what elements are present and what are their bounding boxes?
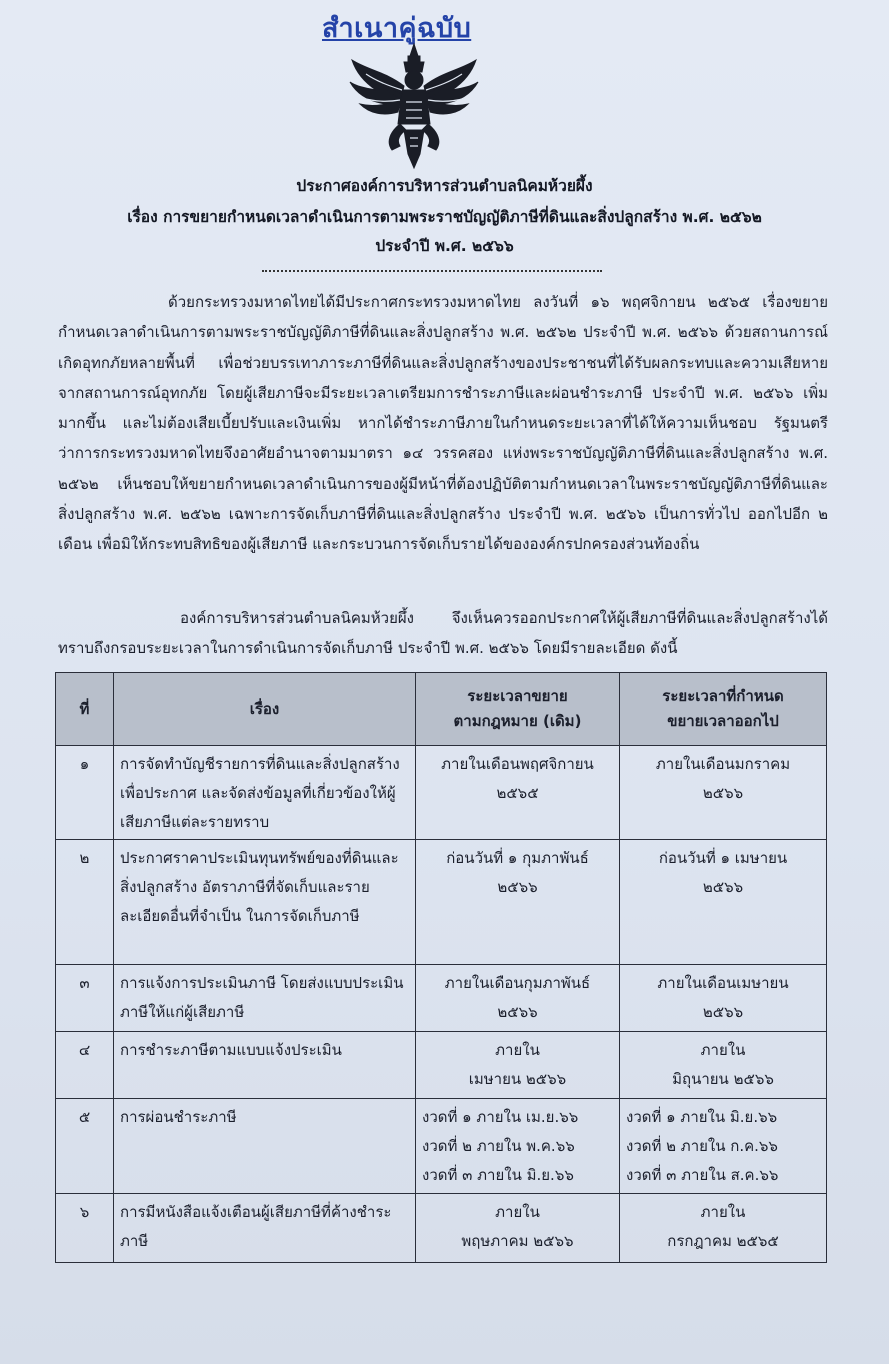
row-original-period xyxy=(416,746,620,840)
extended-line1: ภายในเดือนมกราคม xyxy=(655,755,791,773)
original-line1: งวดที่ ๑ ภายใน เม.ย.๖๖ xyxy=(422,1108,579,1126)
original-line3: งวดที่ ๓ ภายใน มิ.ย.๖๖ xyxy=(422,1166,574,1184)
original-line1: ภายใน xyxy=(495,1041,540,1059)
extended-line1: ภายใน xyxy=(700,1041,746,1059)
header-extended-period xyxy=(620,673,827,746)
row-topic: การมีหนังสือแจ้งเตือนผู้เสียภาษีที่ค้างชำระภาษี xyxy=(114,1194,416,1263)
header-original-line1: ระยะเวลาขยาย xyxy=(467,687,568,705)
original-line2: เมษายน ๒๕๖๖ xyxy=(468,1070,567,1088)
dotted-divider xyxy=(262,260,602,272)
garuda-emblem-icon xyxy=(346,42,482,170)
row-topic: การแจ้งการประเมินภาษี โดยส่งแบบประเมินภาษีให้แก่ผู้เสียภาษี xyxy=(114,965,416,1032)
table-row xyxy=(56,746,827,840)
header-original-period xyxy=(416,673,620,746)
table-row xyxy=(56,1099,827,1194)
original-line2: ๒๕๖๖ xyxy=(497,1003,538,1021)
extended-line1: งวดที่ ๑ ภายใน มิ.ย.๖๖ xyxy=(626,1108,778,1126)
body-paragraph-2: องค์การบริหารส่วนตำบลนิคมห้วยผึ้ง จึงเห็นควรออกประกาศให้ผู้เสียภาษีที่ดินและสิ่งปลูกสร้างได้ทราบถึงกรอบระยะเวลาในการดำเนินการจัดเก็บภาษี ประจำปี พ.ศ. ๒๕๖๖ โดยมีรายละเอียด ดังนี้ xyxy=(58,609,828,658)
header-no: ที่ xyxy=(56,673,114,746)
row-extended-period xyxy=(620,1099,827,1194)
row-extended-period xyxy=(620,746,827,840)
original-line1: ภายในเดือนพฤศจิกายน xyxy=(441,755,594,773)
extended-line2: ๒๕๖๖ xyxy=(702,878,744,896)
announcement-title: ประกาศองค์การบริหารส่วนตำบลนิคมห้วยผึ้ง xyxy=(296,177,593,195)
extended-line1: ภายใน xyxy=(700,1203,746,1221)
extended-line1: ภายในเดือนเมษายน xyxy=(657,974,789,992)
row-no: ๒ xyxy=(56,840,114,965)
original-line2: ๒๕๖๖ xyxy=(497,878,538,896)
row-topic: ประกาศราคาประเมินทุนทรัพย์ของที่ดินและสิ่งปลูกสร้าง อัตราภาษีที่จัดเก็บและรายละเอียดอื่นที่จำเป็น ในการจัดเก็บภาษี xyxy=(114,840,416,965)
table-row xyxy=(56,840,827,965)
copy-stamp: สำเนาคู่ฉบับ xyxy=(322,13,472,44)
row-extended-period xyxy=(620,1032,827,1099)
row-topic: การชำระภาษีตามแบบแจ้งประเมิน xyxy=(114,1032,416,1099)
original-line1: ภายในเดือนกุมภาพันธ์ xyxy=(444,974,591,992)
original-line1: ภายใน xyxy=(495,1203,540,1221)
announcement-year: ประจำปี พ.ศ. ๒๕๖๖ xyxy=(375,237,514,255)
table-row xyxy=(56,1032,827,1099)
extended-line2: กรกฎาคม ๒๕๖๕ xyxy=(667,1232,779,1250)
row-no: ๔ xyxy=(56,1032,114,1099)
original-line1: ก่อนวันที่ ๑ กุมภาพันธ์ xyxy=(446,849,589,867)
extended-line1: ก่อนวันที่ ๑ เมษายน xyxy=(658,849,788,867)
body-paragraph-1: ด้วยกระทรวงมหาดไทยได้มีประกาศกระทรวงมหาดไทย ลงวันที่ ๑๖ พฤศจิกายน ๒๕๖๕ เรื่องขยายกำหนดเวลาดำเนินการตามพระราชบัญญัติภาษีที่ดินและสิ่งปลูกสร้าง พ.ศ. ๒๕๖๒ ประจำปี พ.ศ. ๒๕๖๖ ด้วยสถานการณ์เกิดอุทกภัยหลายพื้นที่ เพื่อช่วยบรรเทาภาระภาษีที่ดินและสิ่งปลูกสร้างของประชาชนที่ได้รับผลกระทบและความเสียหายจากสถานการณ์อุทกภัย โดยผู้เสียภาษีจะมีระยะเวลาเตรียมการชำระภาษีและผ่อนชำระภาษี ประจำปี พ.ศ. ๒๕๖๖ เพิ่มมากขึ้น และไม่ต้องเสียเบี้ยปรับและเงินเพิ่ม หากได้ชำระภาษีภายในกำหนดระยะเวลาที่ได้ให้ความเห็นชอบ รัฐมนตรีว่าการกระทรวงมหาดไทยจึงอาศัยอำนาจตามมาตรา ๑๔ วรรคสอง แห่งพระราชบัญญัติภาษีที่ดินและสิ่งปลูกสร้าง พ.ศ. ๒๕๖๒ เห็นชอบให้ขยายกำหนดเวลาดำเนินการของผู้มีหน้าที่ต้องปฏิบัติตามกำหนดเวลาในพระราชบัญญัติภาษีที่ดินและสิ่งปลูกสร้าง พ.ศ. ๒๕๖๒ เฉพาะการจัดเก็บภาษีที่ดินและสิ่งปลูกสร้าง ประจำปี พ.ศ. ๒๕๖๖ เป็นการทั่วไป ออกไปอีก ๒ เดือน เพื่อมิให้กระทบสิทธิของผู้เสียภาษี และกระบวนการจัดเก็บรายได้ขององค์กรปกครองส่วนท้องถิ่น xyxy=(58,293,828,554)
header-extended-line1: ระยะเวลาที่กำหนด xyxy=(662,687,784,705)
row-extended-period xyxy=(620,965,827,1032)
header-topic: เรื่อง xyxy=(114,673,416,746)
announcement-subject: เรื่อง การขยายกำหนดเวลาดำเนินการตามพระราชบัญญัติภาษีที่ดินและสิ่งปลูกสร้าง พ.ศ. ๒๕๖๒ xyxy=(127,208,762,226)
row-original-period xyxy=(416,1099,620,1194)
table-header-row xyxy=(56,673,827,746)
row-original-period xyxy=(416,840,620,965)
original-line2: ๒๕๖๕ xyxy=(496,784,539,802)
schedule-table xyxy=(55,672,827,1263)
row-no: ๑ xyxy=(56,746,114,840)
extended-line2: ๒๕๖๖ xyxy=(702,1003,744,1021)
extended-line3: งวดที่ ๓ ภายใน ส.ค.๖๖ xyxy=(626,1166,779,1184)
row-no: ๖ xyxy=(56,1194,114,1263)
row-extended-period xyxy=(620,840,827,965)
extended-line2: มิถุนายน ๒๕๖๖ xyxy=(672,1070,774,1088)
row-extended-period xyxy=(620,1194,827,1263)
row-topic: การผ่อนชำระภาษี xyxy=(114,1099,416,1194)
row-original-period xyxy=(416,965,620,1032)
row-no: ๓ xyxy=(56,965,114,1032)
original-line2: งวดที่ ๒ ภายใน พ.ค.๖๖ xyxy=(422,1137,575,1155)
table-row xyxy=(56,1194,827,1263)
row-original-period xyxy=(416,1032,620,1099)
original-line2: พฤษภาคม ๒๕๖๖ xyxy=(461,1232,574,1250)
header-extended-line2: ขยายเวลาออกไป xyxy=(667,712,779,730)
header-original-line2: ตามกฎหมาย (เดิม) xyxy=(453,712,582,730)
extended-line2: งวดที่ ๒ ภายใน ก.ค.๖๖ xyxy=(626,1137,778,1155)
extended-line2: ๒๕๖๖ xyxy=(702,784,744,802)
table-row xyxy=(56,965,827,1032)
row-original-period xyxy=(416,1194,620,1263)
row-no: ๕ xyxy=(56,1099,114,1194)
row-topic: การจัดทำบัญชีรายการที่ดินและสิ่งปลูกสร้างเพื่อประกาศ และจัดส่งข้อมูลที่เกี่ยวข้องให้ผู้เสียภาษีแต่ละรายทราบ xyxy=(114,746,416,840)
